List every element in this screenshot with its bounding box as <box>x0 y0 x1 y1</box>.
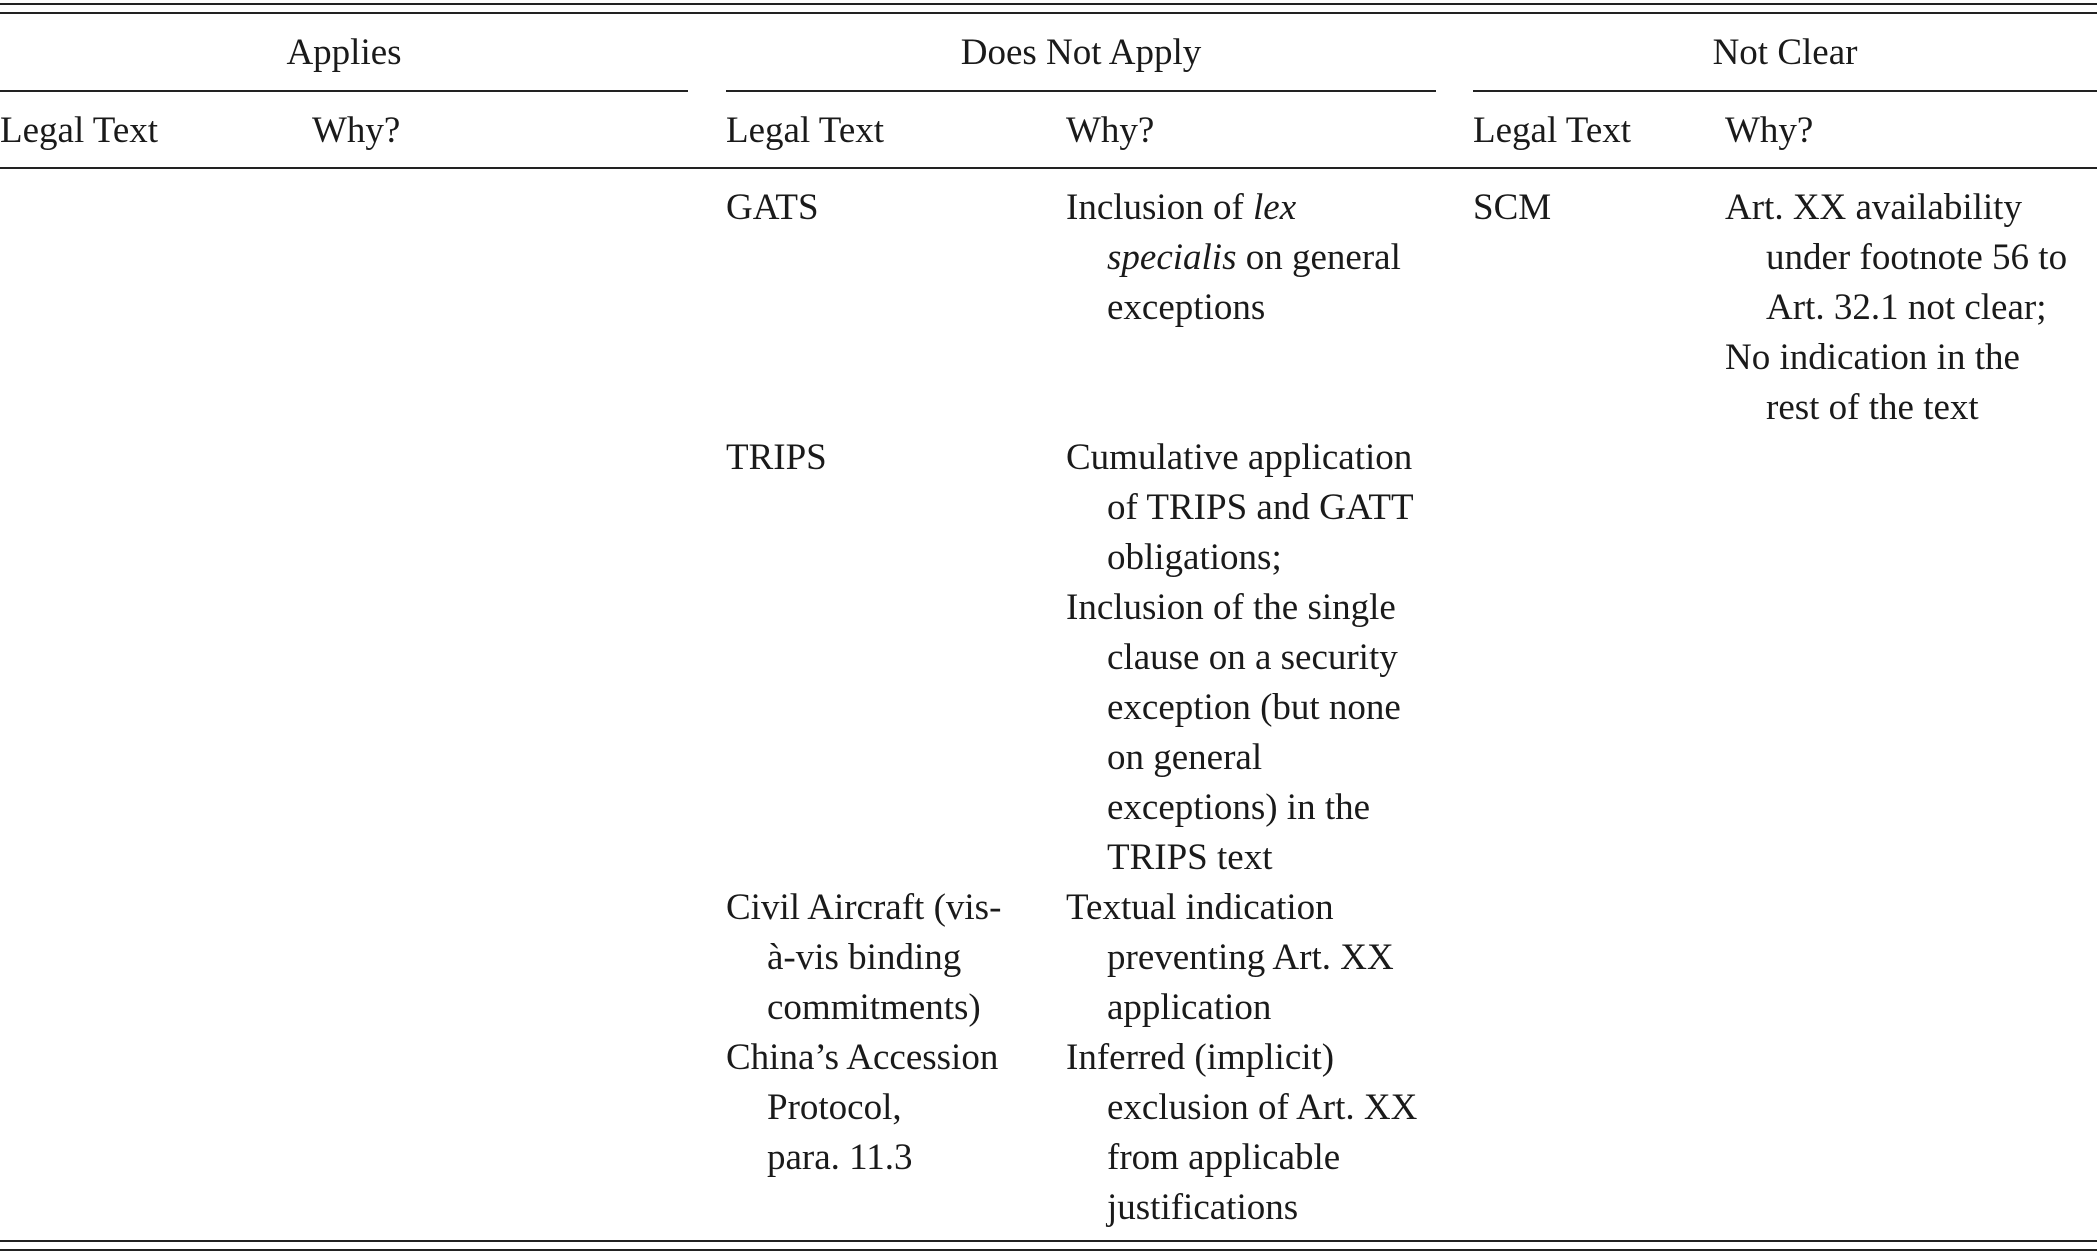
group-header-does-not-apply: Does Not Apply <box>960 32 1202 73</box>
cell-line: Art. 32.1 not clear; <box>1766 287 2047 328</box>
group-rule-not-clear <box>1473 90 2097 92</box>
cell-text-italic: lex <box>1253 187 1297 228</box>
top-rule-outer <box>0 3 2097 5</box>
dna-legal-text-civil-aircraft <box>726 883 1001 1033</box>
subheader-legal-text-does-not-apply: Legal Text <box>726 110 885 151</box>
header-bottom-rule <box>0 167 2097 169</box>
dna-why-trips <box>1066 433 1414 883</box>
cell-line <box>1066 233 1401 283</box>
group-rule-does-not-apply <box>726 90 1436 92</box>
cell-line: rest of the text <box>1766 387 1979 428</box>
subheader-legal-text-not-clear: Legal Text <box>1473 110 1632 151</box>
cell-line: No indication in the <box>1725 337 2020 378</box>
dna-why-gats <box>1066 183 1401 333</box>
cell-line: commitments) <box>767 987 981 1028</box>
cell-line: à-vis binding <box>767 937 962 978</box>
cell-line: of TRIPS and GATT <box>1107 487 1414 528</box>
dna-why-civil-aircraft <box>1066 883 1394 1033</box>
cell-line: TRIPS <box>726 437 827 478</box>
dna-legal-text-gats <box>726 183 819 233</box>
cell-line: Cumulative application <box>1066 437 1413 478</box>
cell-line <box>1066 183 1401 233</box>
group-rule-applies <box>0 90 688 92</box>
cell-line: from applicable <box>1107 1137 1341 1178</box>
cell-line: Civil Aircraft (vis- <box>726 887 1002 928</box>
cell-line: on general <box>1107 737 1263 778</box>
cell-text-italic: specialis <box>1107 237 1237 278</box>
bottom-rule-inner <box>0 1240 2097 1242</box>
dna-legal-text-trips <box>726 433 827 483</box>
cell-line: Inferred (implicit) <box>1066 1037 1335 1078</box>
group-header-not-clear: Not Clear <box>1712 32 1858 73</box>
cell-text: on general <box>1236 237 1401 278</box>
cell-line: exceptions <box>1107 287 1266 328</box>
subheader-why-does-not-apply: Why? <box>1066 110 1155 151</box>
subheader-legal-text-applies: Legal Text <box>0 110 159 151</box>
cell-text: Inclusion of <box>1066 187 1254 228</box>
bottom-rule-outer <box>0 1249 2097 1251</box>
subheader-why-not-clear: Why? <box>1725 110 1814 151</box>
cell-line: preventing Art. XX <box>1107 937 1394 978</box>
cell-line: exceptions) in the <box>1107 787 1371 828</box>
cell-line: under footnote 56 to <box>1766 237 2068 278</box>
cell-line: Textual indication <box>1066 887 1334 928</box>
cell-line: TRIPS text <box>1107 837 1273 878</box>
cell-line: para. 11.3 <box>767 1137 913 1178</box>
cell-line: Protocol, <box>767 1087 902 1128</box>
nc-legal-text-scm <box>1473 183 1551 233</box>
cell-line: GATS <box>726 187 819 228</box>
nc-why-scm <box>1725 183 2067 433</box>
cell-line: China’s Accession <box>726 1037 999 1078</box>
dna-legal-text-china-accession <box>726 1033 998 1183</box>
cell-line: exception (but none <box>1107 687 1401 728</box>
cell-line: Inclusion of the single <box>1066 587 1396 628</box>
cell-line: obligations; <box>1107 537 1282 578</box>
group-header-applies: Applies <box>286 32 402 73</box>
cell-line: Art. XX availability <box>1725 187 2022 228</box>
cell-line: application <box>1107 987 1272 1028</box>
subheader-why-applies: Why? <box>312 110 401 151</box>
cell-line: exclusion of Art. XX <box>1107 1087 1418 1128</box>
cell-line: clause on a security <box>1107 637 1398 678</box>
dna-why-china-accession <box>1066 1033 1417 1233</box>
cell-line: justifications <box>1107 1187 1299 1228</box>
cell-line: SCM <box>1473 187 1552 228</box>
top-rule-inner <box>0 12 2097 14</box>
